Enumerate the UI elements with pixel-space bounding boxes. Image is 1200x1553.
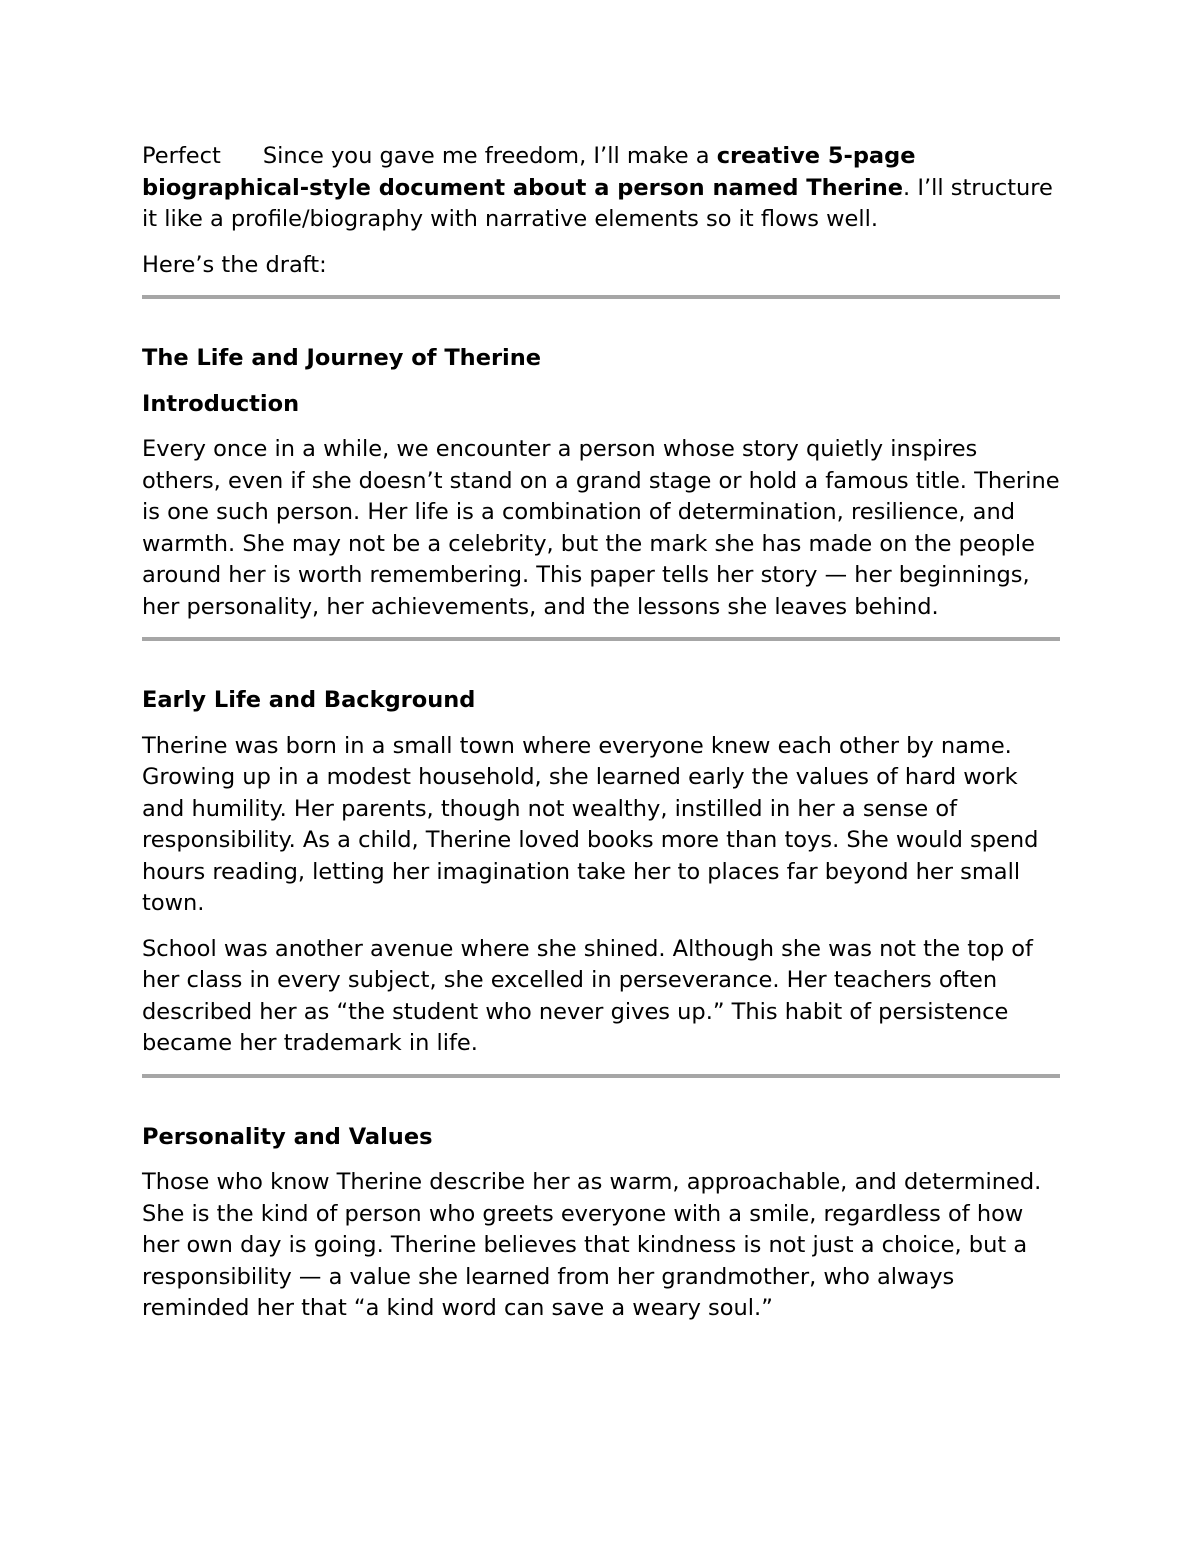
- divider: [142, 295, 1060, 299]
- intro-perfect: Perfect: [142, 143, 221, 169]
- section-paragraph: School was another avenue where she shined. Although she was not the top of her class in every subject, she excelled in perseverance. Her teachers often described her as “the student who never gives up.” This habit of persistence became her trademark in life.: [142, 935, 1033, 1056]
- intro-text-before-bold: Since you gave me freedom, I’ll make a: [262, 143, 717, 169]
- divider: [142, 1074, 1060, 1078]
- divider: [142, 637, 1060, 641]
- section-paragraph: Every once in a while, we encounter a person whose story quietly inspires others, even if she doesn’t stand on a grand stage or hold a famous title. Therine is one such person. Her life is a combination of determination, resilience, and warmth. She may not be a celebrity, but the mark she has made on the people around her is worth remembering. This paper tells her story — her beginnings, her personality, her achievements, and the lessons she leaves behind.: [142, 436, 1060, 620]
- document-title: The Life and Journey of Therine: [142, 345, 542, 371]
- intro-paragraph: [142, 141, 1060, 236]
- section-heading-personality: Personality and Values: [142, 1123, 433, 1150]
- section-paragraph: Those who know Therine describe her as warm, approachable, and determined. She is the kind of person who greets everyone with a smile, regardless of how her own day is going. Therine believes that kindness is not just a choice, but a responsibility — a value she learned from her grandmother, who always reminded her that “a kind word can save a weary soul.”: [142, 1169, 1042, 1321]
- section-heading-introduction: Introduction: [142, 390, 300, 417]
- document-page: [142, 141, 1060, 1339]
- section-heading-early-life: Early Life and Background: [142, 687, 476, 713]
- intro-bold-text: creative 5-page biographical-style document about a person named Therine: [142, 143, 916, 201]
- intro-text-after-bold: . I’ll structure it like a profile/biography with narrative elements so it flows well.: [142, 174, 1053, 232]
- section-paragraph: Therine was born in a small town where everyone knew each other by name. Growing up in a modest household, she learned early the values of hard work and humility. Her parents, though not wealthy, instilled in her a sense of responsibility. As a child, Therine loved books more than toys. She would spend hours reading, letting her imagination take her to places far beyond her small town.: [142, 732, 1039, 916]
- draft-line: Here’s the draft:: [142, 251, 327, 278]
